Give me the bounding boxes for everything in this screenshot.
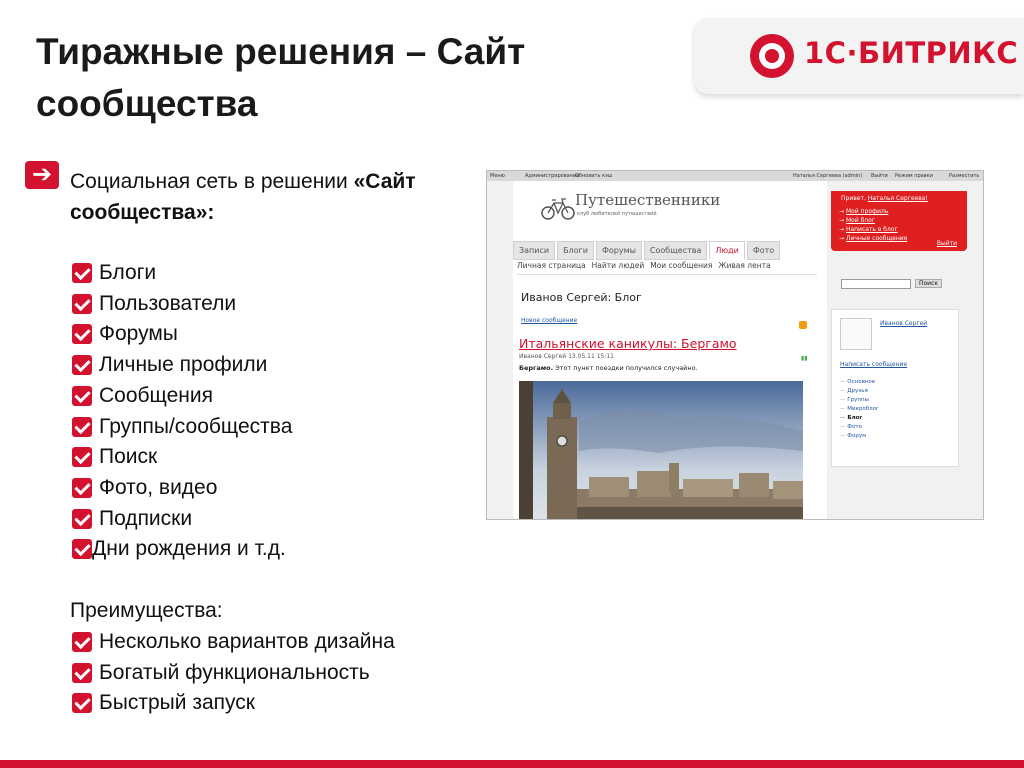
post-photo[interactable] <box>519 381 803 520</box>
logo-text: 1С·БИТРИКС <box>804 36 1019 70</box>
list-item <box>72 688 395 719</box>
list-item-label: Быстрый запуск <box>99 691 255 715</box>
checkbox-icon <box>72 693 92 713</box>
intro-text <box>70 166 470 228</box>
slide-title-line1: Тиражные решения – Сайт <box>36 31 526 72</box>
toolbar-clear-cache[interactable]: Обновить кэш <box>575 173 613 179</box>
user-menu-link[interactable]: Написать в блог <box>845 226 898 233</box>
rss-icon[interactable] <box>799 321 807 329</box>
post-text-rest: Этот пункт поездки получился случайно. <box>553 364 698 372</box>
profile-panel <box>831 309 959 467</box>
profile-menu-item[interactable]: — Друзья <box>840 387 879 396</box>
user-menu-link[interactable]: Мой профиль <box>845 208 889 215</box>
user-panel <box>831 191 967 251</box>
profile-menu-item[interactable]: — Фото <box>840 423 879 432</box>
list-item-label: Блоги <box>99 261 157 284</box>
checkbox-icon <box>72 294 92 314</box>
toolbar-place[interactable]: Разместить <box>949 173 980 179</box>
toolbar-user[interactable]: Наталья Сергеева (admin) <box>793 173 863 179</box>
advantages-list <box>72 627 395 719</box>
list-item-label: Богатый функциональность <box>99 660 370 684</box>
website-screenshot <box>486 170 984 520</box>
list-item <box>72 504 292 535</box>
search-button[interactable]: Поиск <box>915 279 942 288</box>
list-item <box>72 412 292 443</box>
toolbar-logout[interactable]: Выйти <box>871 173 888 179</box>
checkbox-icon <box>72 478 92 498</box>
profile-menu-item[interactable]: — Микроблог <box>840 405 879 414</box>
checkbox-icon <box>72 509 92 529</box>
greeting-user-link[interactable]: Наталья Сергеева! <box>867 195 928 202</box>
subnav-my-messages[interactable]: Мои сообщения <box>650 261 713 270</box>
intro-bold: «Сайт сообщества»: <box>70 170 416 224</box>
logo-box <box>694 18 1024 94</box>
checkbox-icon <box>72 539 92 559</box>
toolbar-menu[interactable]: Меню <box>490 173 505 179</box>
site-subnav <box>517 261 817 275</box>
user-menu-item[interactable]: → Написать в блог <box>839 226 898 233</box>
list-item-label: Фото, видео <box>99 475 218 499</box>
post-meta: Иванов Сергей 13.05.11 15:11 <box>519 353 614 360</box>
tab-posts[interactable]: Записи <box>513 241 555 260</box>
list-item-label: Подписки <box>99 506 193 530</box>
checkbox-icon <box>72 447 92 467</box>
checkbox-icon <box>72 386 92 406</box>
checkbox-icon <box>72 263 92 283</box>
slide-title <box>36 26 636 130</box>
arrow-bullet-icon: ➔ <box>25 161 59 189</box>
greeting-text: Привет, <box>841 195 868 202</box>
profile-menu <box>840 378 879 441</box>
toolbar-admin[interactable]: Администрирование <box>525 173 580 179</box>
post-title[interactable]: Итальянские каникулы: Бергамо <box>519 336 737 351</box>
checkbox-icon <box>72 663 92 683</box>
user-menu-item[interactable]: → Мой профиль <box>839 208 889 215</box>
write-message-link[interactable]: Написать сообщение <box>840 361 908 368</box>
tab-blogs[interactable]: Блоги <box>557 241 594 260</box>
list-item <box>72 258 292 289</box>
subnav-personal-page[interactable]: Личная страница <box>517 261 586 270</box>
checkbox-icon <box>72 324 92 344</box>
list-item-label: Группы/сообщества <box>99 414 293 438</box>
list-item-label: Несколько вариантов дизайна <box>99 630 395 653</box>
tab-communities[interactable]: Сообщества <box>644 241 707 260</box>
site-title: Путешественники <box>575 191 721 209</box>
profile-menu-item[interactable]: — Форум <box>840 432 879 441</box>
user-menu-link[interactable]: Личные сообщения <box>845 235 908 242</box>
list-item <box>72 473 292 504</box>
checkbox-icon <box>72 355 92 375</box>
list-item-label: Личные профили <box>99 353 268 377</box>
search-input[interactable] <box>841 279 911 289</box>
tab-people[interactable]: Люди <box>709 241 744 260</box>
tab-forums[interactable]: Форумы <box>596 241 642 260</box>
list-item <box>72 289 292 320</box>
admin-toolbar <box>487 171 983 181</box>
subnav-live-feed[interactable]: Живая лента <box>718 261 771 270</box>
post-text-bold: Бергамо. <box>519 364 554 372</box>
site-main-column <box>513 181 827 519</box>
list-item-label: Сообщения <box>99 383 213 407</box>
avatar[interactable] <box>840 318 872 350</box>
blog-heading: Иванов Сергей: Блог <box>521 291 642 304</box>
site-subtitle: клуб любителей путешествий <box>577 211 657 217</box>
user-menu-item[interactable]: → Личные сообщения <box>839 235 908 242</box>
intro-plain: Социальная сеть в решении <box>70 170 354 193</box>
bicycle-logo-icon <box>541 195 575 221</box>
tab-photo[interactable]: Фото <box>747 241 780 260</box>
list-item <box>72 350 292 381</box>
user-menu-link[interactable]: Мой блог <box>845 217 875 224</box>
footer-bar <box>0 760 1024 768</box>
user-menu-item[interactable]: → Мой блог <box>839 217 875 224</box>
post-text <box>519 364 698 372</box>
list-item-label: Поиск <box>99 445 158 469</box>
site-tabs <box>513 241 780 260</box>
list-item <box>72 381 292 412</box>
site-body <box>487 181 983 519</box>
list-item <box>72 534 292 565</box>
profile-menu-item[interactable]: — Группы <box>840 396 879 405</box>
new-message-link[interactable]: Новое сообщение <box>521 317 578 324</box>
slide-title-line2: сообщества <box>36 83 258 124</box>
list-item <box>72 319 292 350</box>
bitrix-logo-icon <box>750 34 794 78</box>
exit-link[interactable]: Выйти <box>936 240 957 247</box>
checkbox-icon <box>72 417 92 437</box>
rating-icon: ▮▮ <box>801 355 808 362</box>
checkbox-icon <box>72 632 92 652</box>
user-menu <box>839 207 907 243</box>
profile-name-link[interactable]: Иванов Сергей <box>880 320 928 327</box>
list-item-label: Пользователи <box>99 291 237 315</box>
profile-menu-item[interactable]: — Основное <box>840 378 879 387</box>
list-item <box>72 627 395 658</box>
list-item-label: Дни рождения и т.д. <box>92 537 286 561</box>
feature-list <box>72 258 292 565</box>
profile-menu-item-current[interactable]: — Блог <box>840 414 879 423</box>
list-item-label: Форумы <box>99 322 178 346</box>
advantages-label: Преимущества: <box>70 599 223 622</box>
toolbar-edit-mode[interactable]: Режим правки <box>895 173 933 179</box>
list-item <box>72 442 292 473</box>
greeting <box>841 195 928 202</box>
list-item <box>72 658 395 689</box>
subnav-find-people[interactable]: Найти людей <box>591 261 645 270</box>
